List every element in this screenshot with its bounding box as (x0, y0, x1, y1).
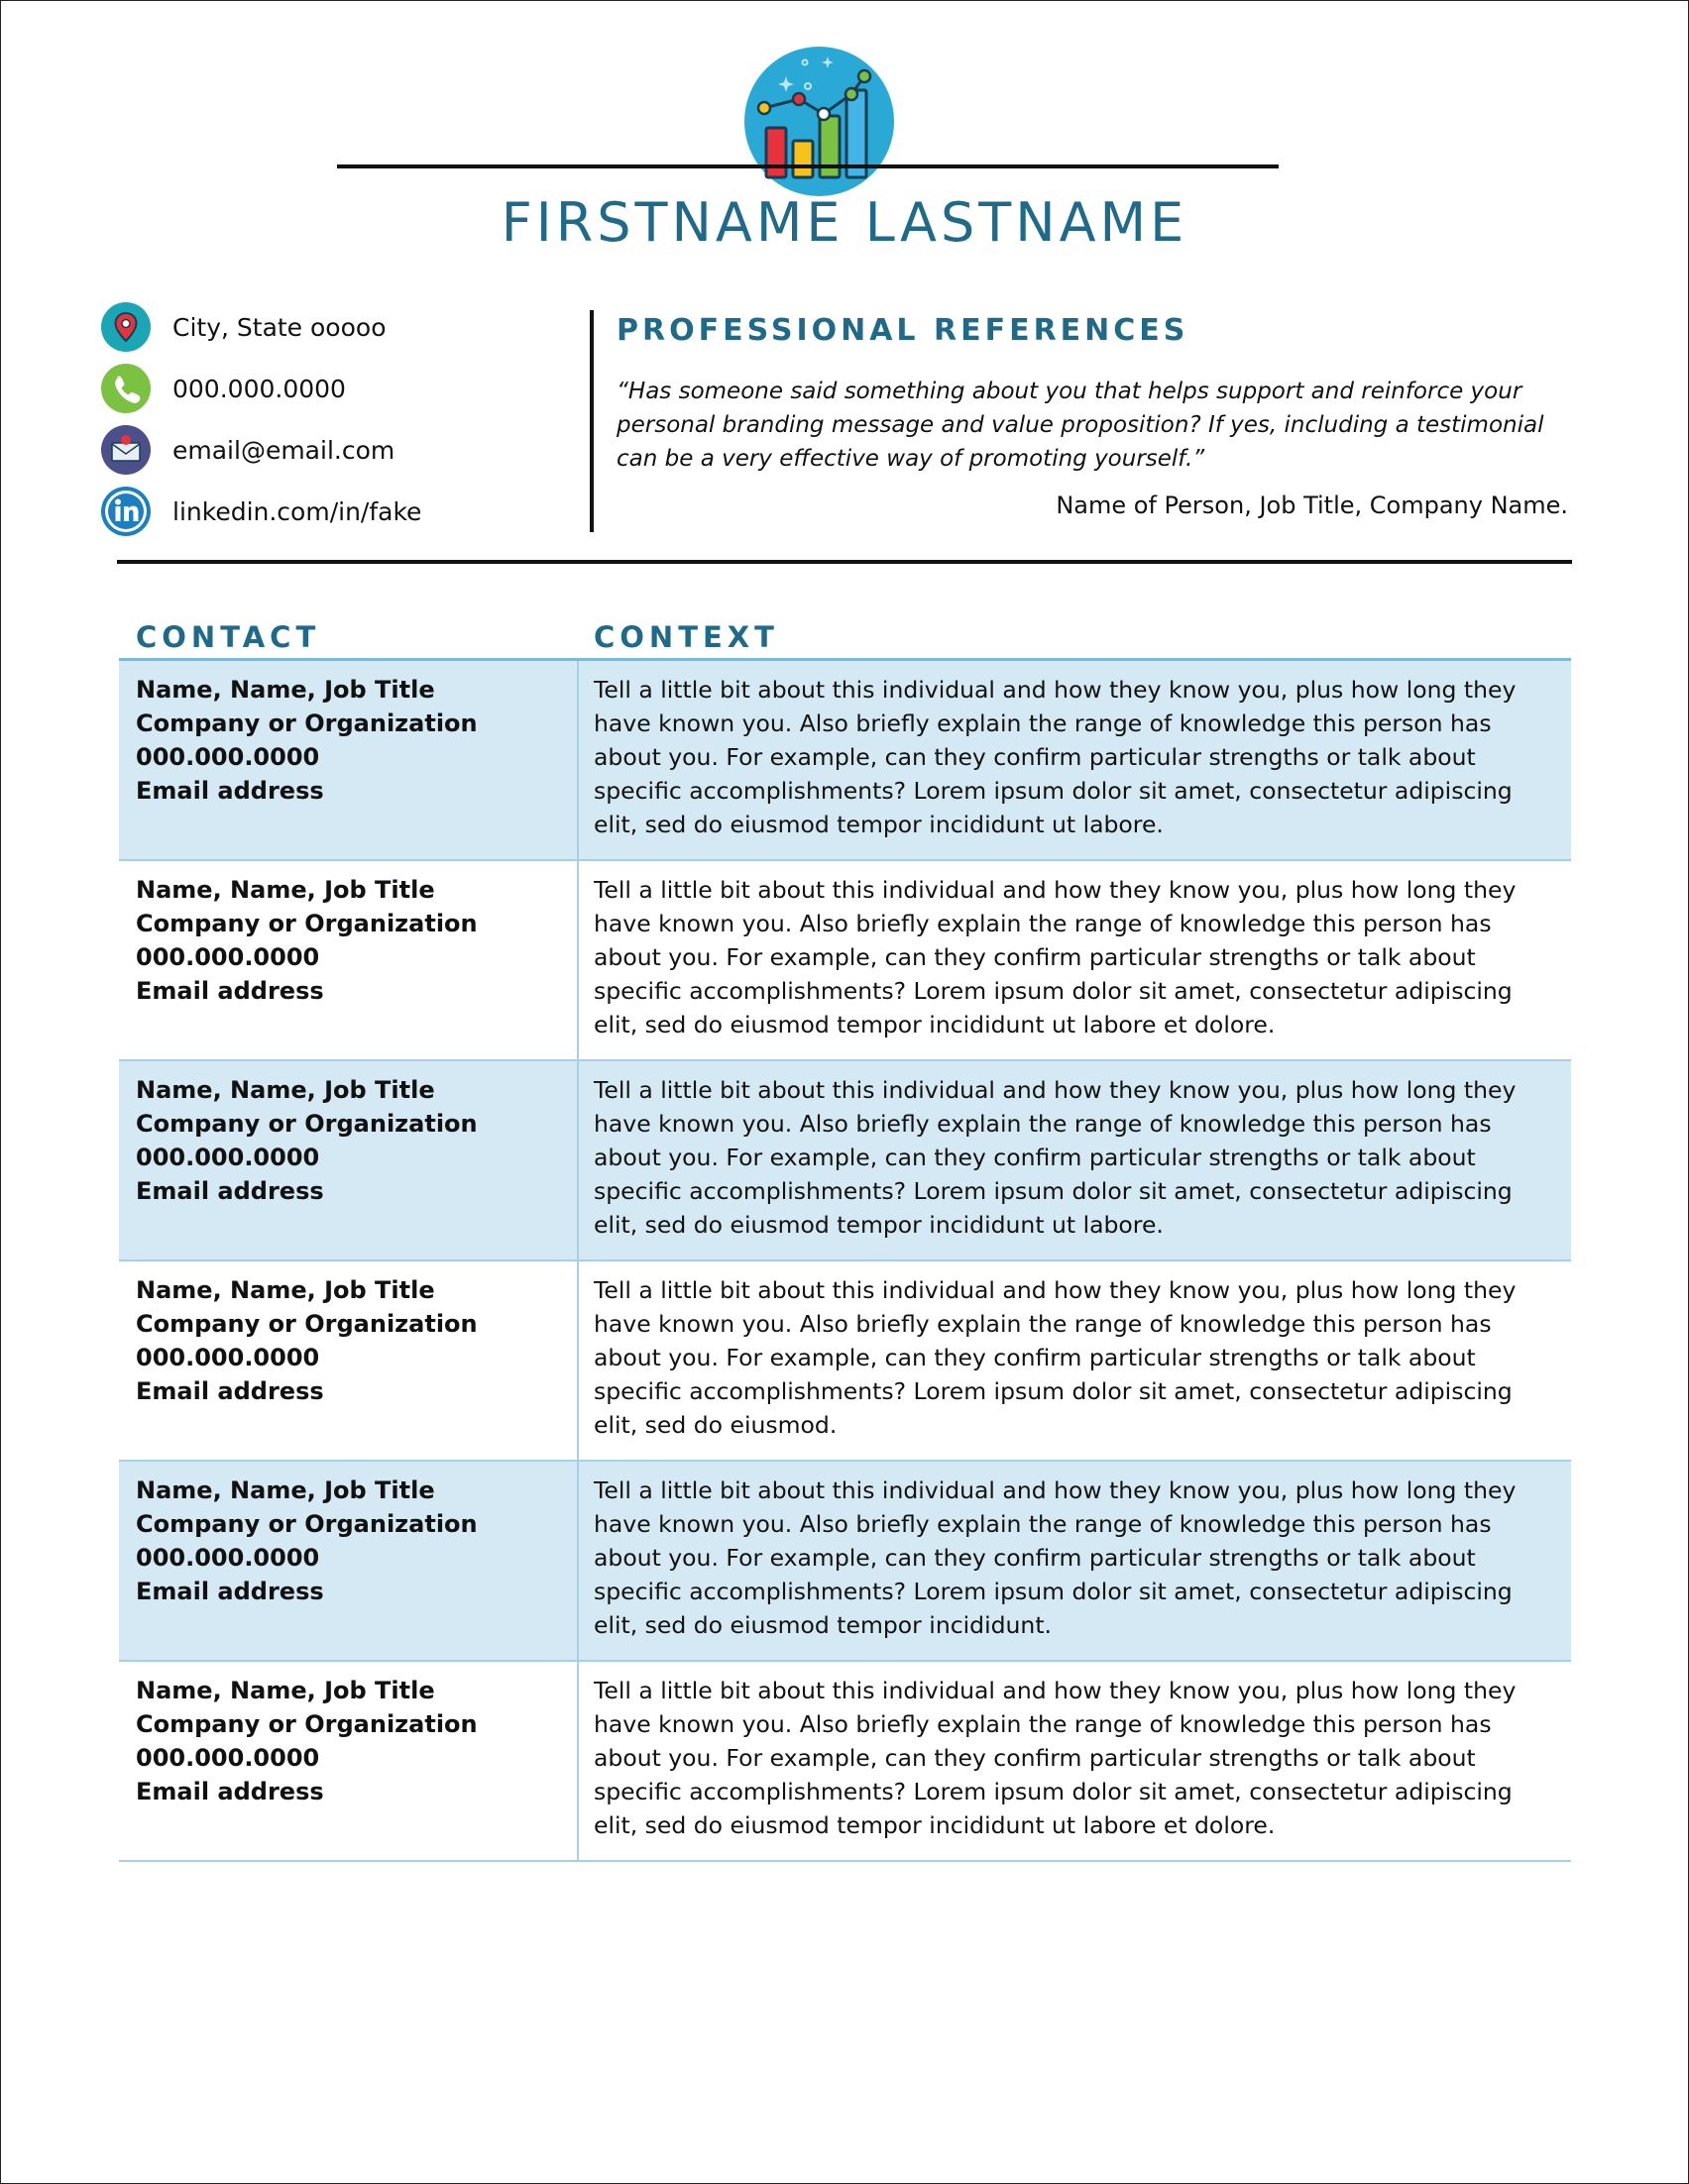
context-cell: Tell a little bit about this individual and how they know you, plus how long they have known you. Also briefly explain the range of knowledge this person has about you. For example, can they confirm particular strengths or talk about specific accomplishments? Lorem ipsum dolor sit amet, consectetur adipiscing elit, sed do eiusmod tempor incididunt ut labore. (594, 1076, 1517, 1239)
reference-company: Company or Organization (136, 1310, 478, 1338)
reference-company: Company or Organization (136, 1710, 478, 1738)
email-text[interactable]: email@email.com (172, 435, 395, 465)
contact-phone (99, 363, 346, 414)
table-row (119, 1061, 1571, 1261)
phone-icon (99, 362, 153, 415)
contact-linkedin (99, 486, 421, 537)
contact-email (99, 424, 394, 476)
reference-email: Email address (136, 777, 324, 805)
testimonial-quote: “Has someone said something about you that helps support and reinforce your personal branding message and value proposition? If yes, including a testimonial can be a very effective way of promoting yourself.” (617, 379, 1544, 472)
table-row (119, 1261, 1571, 1462)
column-divider (577, 861, 579, 1059)
reference-phone: 000.000.0000 (136, 943, 320, 971)
email-icon (99, 423, 153, 477)
contact-cell (136, 1474, 562, 1608)
bar-chart-growth-icon (744, 47, 894, 196)
reference-phone: 000.000.0000 (136, 1344, 320, 1371)
reference-phone: 000.000.0000 (136, 1144, 320, 1171)
column-divider (577, 1061, 579, 1259)
table-row (119, 861, 1571, 1061)
reference-phone: 000.000.0000 (136, 1744, 320, 1772)
context-cell: Tell a little bit about this individual and how they know you, plus how long they have known you. Also briefly explain the range of knowledge this person has about you. For example, can they confirm particular strengths or talk about specific accomplishments? Lorem ipsum dolor sit amet, consectetur adipiscing elit, sed do eiusmod tempor incididunt ut labore. (594, 676, 1517, 838)
reference-phone: 000.000.0000 (136, 1544, 320, 1572)
reference-company: Company or Organization (136, 710, 478, 737)
table-row (119, 661, 1571, 861)
reference-email: Email address (136, 1778, 324, 1805)
column-divider (577, 1462, 579, 1660)
location-text: City, State ooooo (172, 312, 387, 342)
location-pin-icon (99, 300, 153, 354)
section-divider (117, 560, 1572, 564)
contact-cell (136, 673, 562, 808)
context-cell: Tell a little bit about this individual and how they know you, plus how long they have known you. Also briefly explain the range of knowledge this person has about you. For example, can they confirm particular strengths or talk about specific accomplishments? Lorem ipsum dolor sit amet, consectetur adipiscing elit, sed do eiusmod tempor incididunt. (594, 1476, 1517, 1639)
vertical-divider (590, 310, 594, 532)
linkedin-icon (99, 485, 153, 538)
testimonial-attribution: Name of Person, Job Title, Company Name. (1056, 491, 1568, 519)
reference-company: Company or Organization (136, 1510, 478, 1538)
column-divider (577, 661, 579, 859)
context-cell: Tell a little bit about this individual and how they know you, plus how long they have known you. Also briefly explain the range of knowledge this person has about you. For example, can they confirm particular strengths or talk about specific accomplishments? Lorem ipsum dolor sit amet, consectetur adipiscing elit, sed do eiusmod. (594, 1276, 1517, 1439)
reference-name: Name, Name, Job Title (136, 876, 435, 904)
reference-email: Email address (136, 1578, 324, 1605)
table-row (119, 1462, 1571, 1662)
contact-cell (136, 873, 562, 1008)
contact-cell (136, 1273, 562, 1408)
context-cell: Tell a little bit about this individual and how they know you, plus how long they have known you. Also briefly explain the range of knowledge this person has about you. For example, can they confirm particular strengths or talk about specific accomplishments? Lorem ipsum dolor sit amet, consectetur adipiscing elit, sed do eiusmod tempor incididunt ut labore et dolore. (594, 1677, 1517, 1839)
contact-location (99, 301, 387, 353)
reference-name: Name, Name, Job Title (136, 1076, 435, 1104)
reference-phone: 000.000.0000 (136, 743, 320, 771)
context-cell: Tell a little bit about this individual and how they know you, plus how long they have known you. Also briefly explain the range of knowledge this person has about you. For example, can they confirm particular strengths or talk about specific accomplishments? Lorem ipsum dolor sit amet, consectetur adipiscing elit, sed do eiusmod tempor incididunt ut labore et dolore. (594, 876, 1517, 1038)
column-divider (577, 1662, 579, 1860)
reference-email: Email address (136, 977, 324, 1005)
column-header-context: CONTEXT (594, 620, 779, 654)
reference-email: Email address (136, 1377, 324, 1405)
linkedin-text[interactable]: linkedin.com/in/fake (172, 496, 422, 526)
reference-name: Name, Name, Job Title (136, 1677, 435, 1704)
phone-text: 000.000.0000 (172, 374, 346, 403)
header-top-rule (337, 164, 1279, 168)
candidate-name: FIRSTNAME LASTNAME (501, 191, 1188, 254)
column-header-contact: CONTACT (136, 620, 321, 654)
contact-cell (136, 1073, 562, 1208)
reference-email: Email address (136, 1177, 324, 1205)
reference-name: Name, Name, Job Title (136, 1276, 435, 1304)
contact-cell (136, 1674, 562, 1808)
reference-company: Company or Organization (136, 1110, 478, 1138)
column-divider (577, 1261, 579, 1460)
table-row (119, 1662, 1571, 1862)
reference-name: Name, Name, Job Title (136, 1476, 435, 1504)
reference-name: Name, Name, Job Title (136, 676, 435, 704)
reference-company: Company or Organization (136, 910, 478, 937)
references-heading: PROFESSIONAL REFERENCES (617, 313, 1189, 348)
